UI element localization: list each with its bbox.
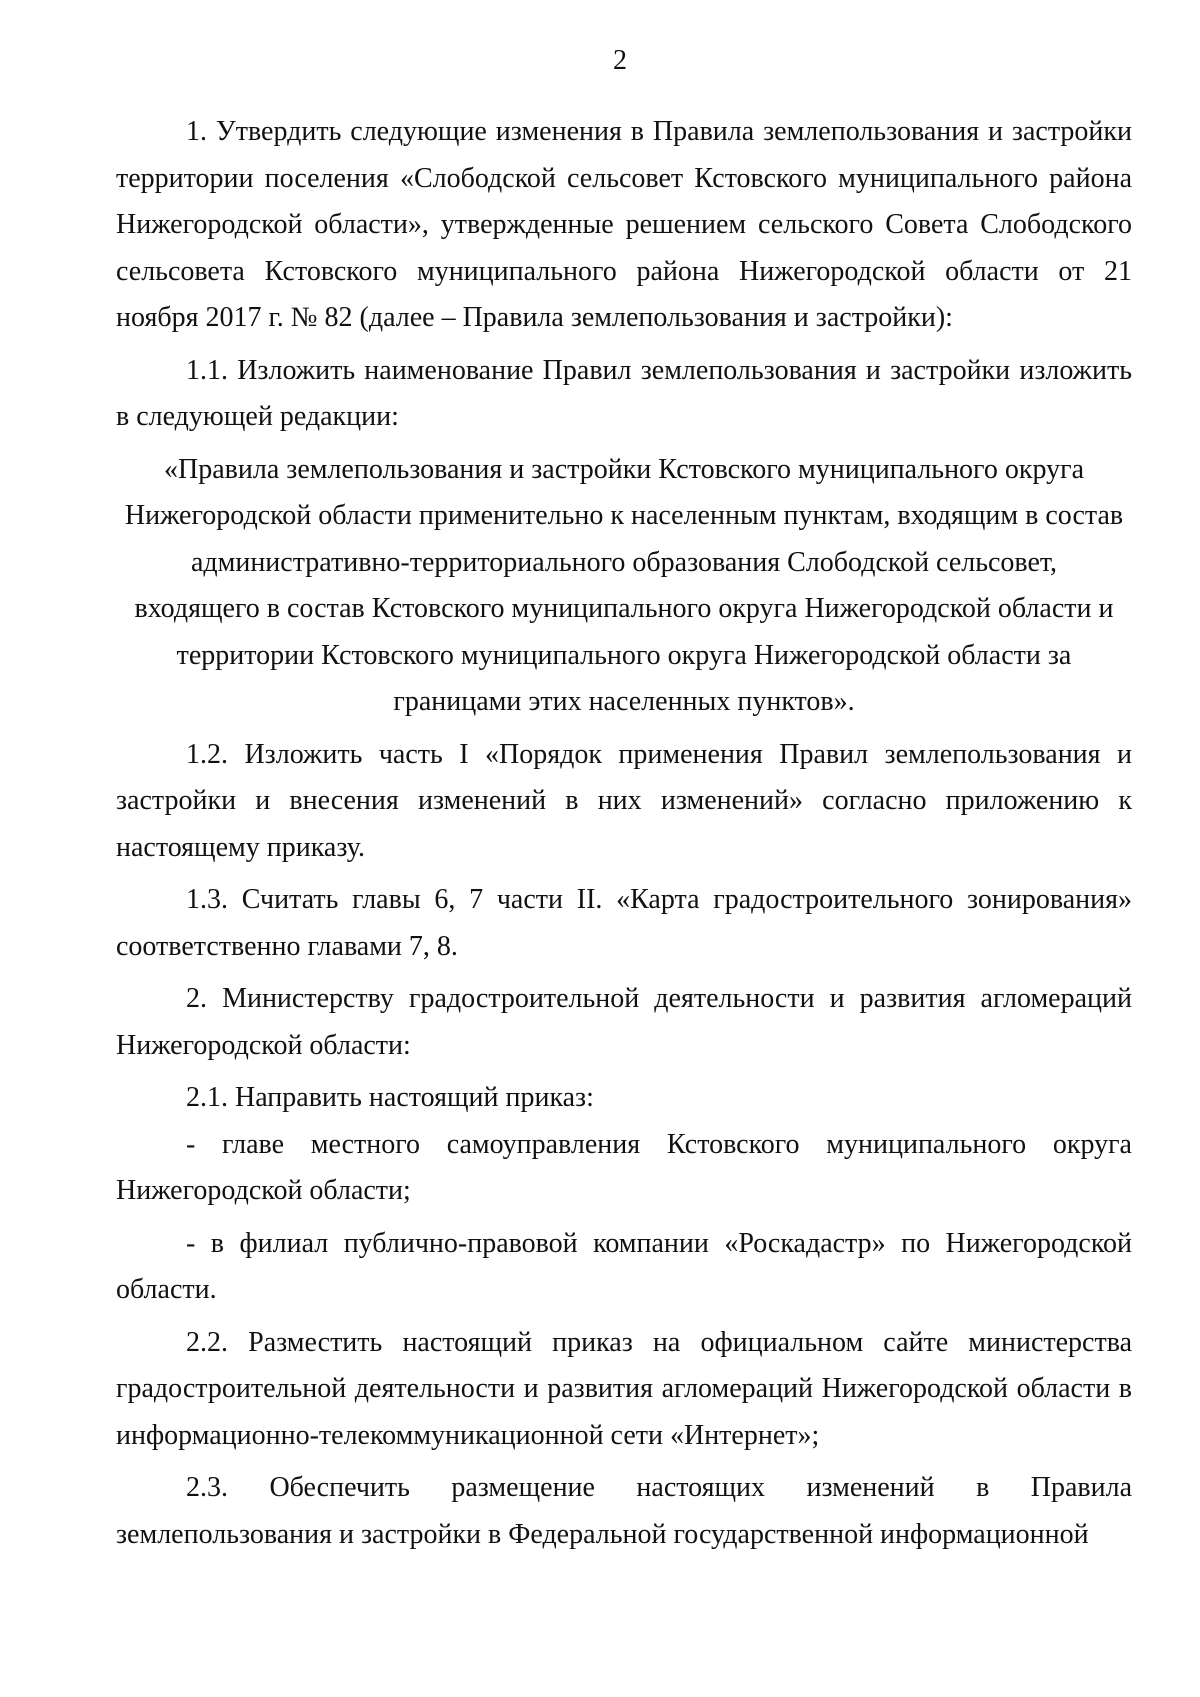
paragraph-1-1: 1.1. Изложить наименование Правил землепользования и застройки изложить в следующей редакции: [116,354,1132,432]
quoted-title-line: «Правила землепользования и застройки Кстовского муниципального округа [164,453,1084,485]
quoted-title-line: входящего в состав Кстовского муниципального округа Нижегородской области и [134,593,1114,624]
quoted-title-line: административно-территориального образования Слободской сельсовет, [190,546,1058,578]
document-body [116,109,1132,1558]
paragraph-2-1-item-a: - главе местного самоуправления Кстовского муниципального округа Нижегородской области; [116,1128,1132,1206]
quoted-title-line: Нижегородской области применительно к населенным пунктам, входящим в состав [124,500,1124,531]
paragraph-2-3: 2.3. Обеспечить размещение настоящих изменений в Правила землепользования и застройки в Федеральной государственной информационной [116,1472,1132,1550]
quoted-title-line: территории Кстовского муниципального округа Нижегородской области за [176,639,1072,671]
paragraph-1-3: 1.3. Считать главы 6, 7 части II. «Карта градостроительного зонирования» соответственно главами 7, 8. [116,884,1132,962]
paragraph-2: 2. Министерству градостроительной деятельности и развития агломераций Нижегородской области: [116,983,1132,1061]
page-number: 2 [613,45,627,76]
paragraph-1: 1. Утвердить следующие изменения в Правила землепользования и застройки территории поселения «Слободской сельсовет Кстовского муниципального района Нижегородской области», утвержденные решением сельского Совета Слободского сельсовета Кстовского муниципального района Нижегородской области от 21 ноября 2017 г. № 82 (далее – Правила землепользования и застройки): [116,116,1132,333]
quoted-title-line: границами этих населенных пунктов». [393,686,855,717]
paragraph-2-1: 2.1. Направить настоящий приказ: [186,1082,594,1113]
paragraph-1-2: 1.2. Изложить часть I «Порядок применения Правил землепользования и застройки и внесения изменений в них изменений» согласно приложению к настоящему приказу. [116,738,1132,863]
quoted-title [116,447,1132,726]
paragraph-2-1-item-b: - в филиал публично-правовой компании «Роскадастр» по Нижегородской области. [116,1227,1132,1305]
paragraph-2-2: 2.2. Разместить настоящий приказ на официальном сайте министерства градостроительной деятельности и развития агломераций Нижегородской области в информационно-телекоммуникационной сети «Интернет»; [116,1326,1132,1451]
